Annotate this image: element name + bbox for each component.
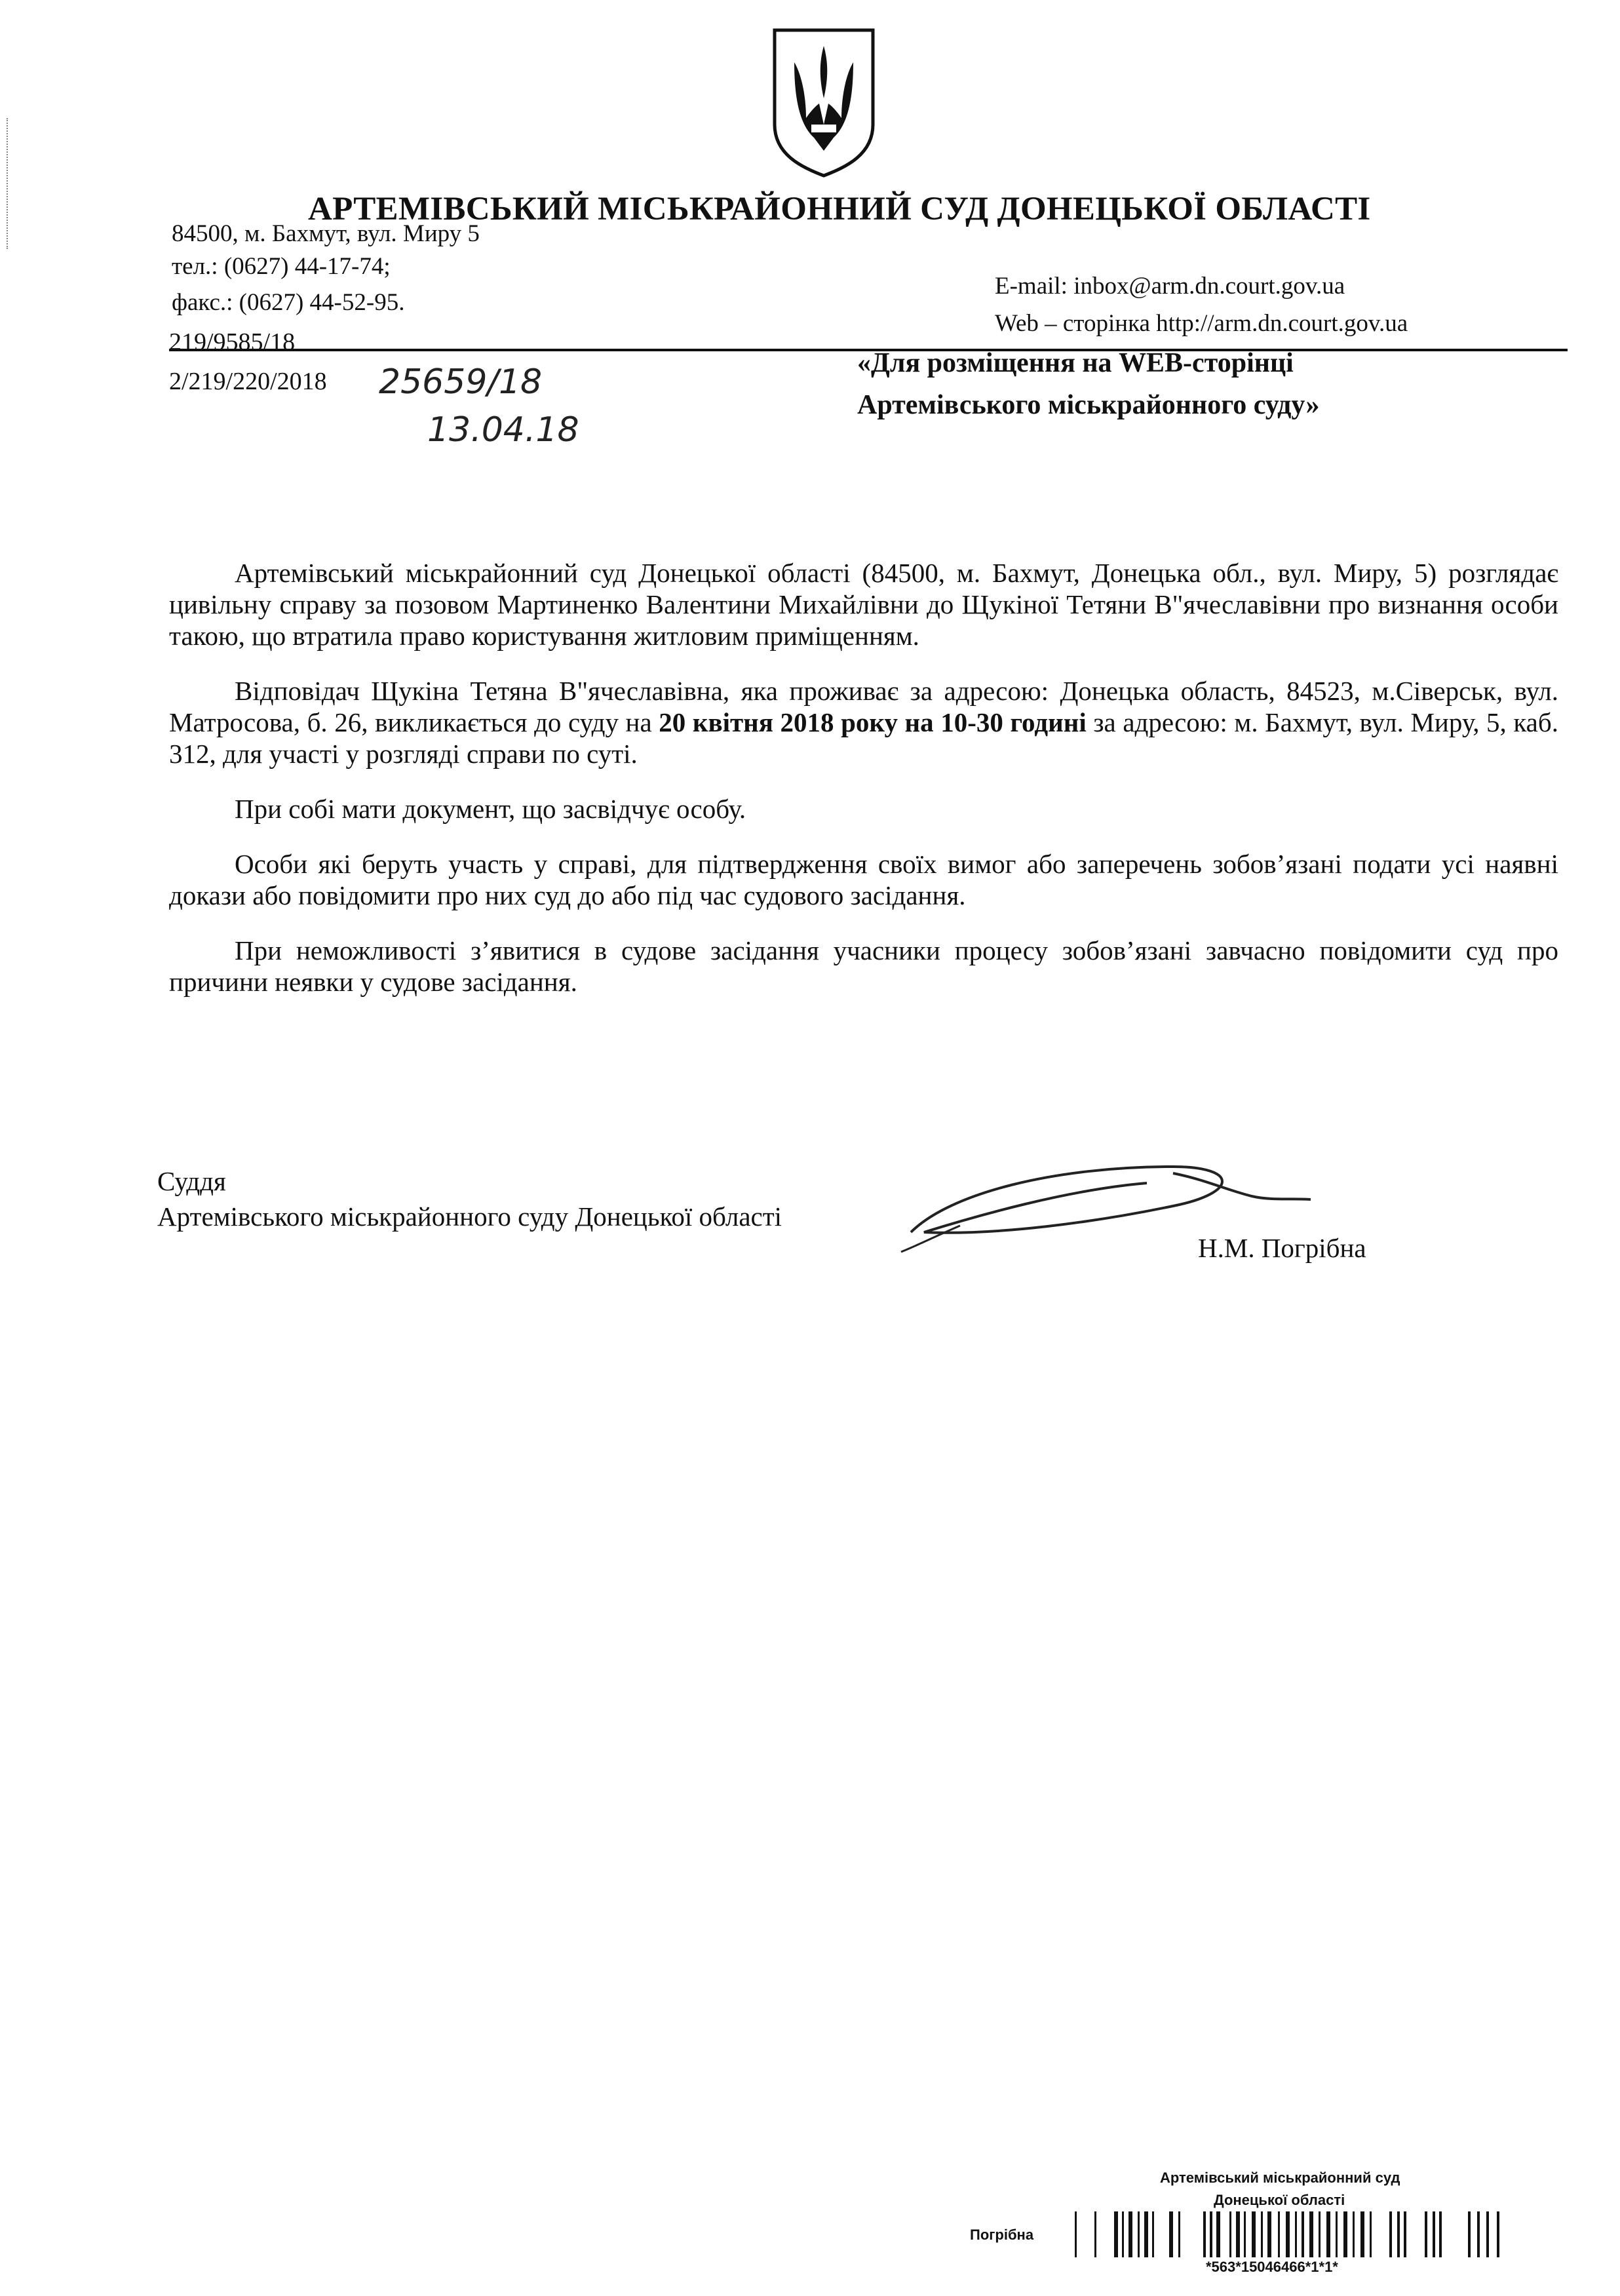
registration-stamp [970, 2163, 1599, 2287]
court-email: E-mail: inbox@arm.dn.court.gov.ua [995, 273, 1345, 300]
scan-edge-mark [7, 118, 12, 249]
stamp-court-name: Артемівський міськрайонний суд [1160, 2170, 1400, 2186]
web-note-line-1: «Для розміщення на WEB-сторінці [857, 348, 1294, 378]
web-note-line-2: Артемівського міськрайонного суду» [857, 390, 1320, 420]
notice-paragraph-evidence: Особи які беруть участь у справі, для підтвердження своїх вимог або заперечень зобов’язані подати усі наявні докази або повідомити про них суд до або під час судового засідання. [169, 849, 1558, 910]
barcode-number: *563*15046466*1*1* [1206, 2259, 1338, 2275]
hearing-date-time: 20 квітня 2018 року на 10-30 годині [659, 707, 1087, 737]
summons-text-start: Відповідач Щукіна Тетяна В"ячеславівна, яка проживає за адресою: Донецька область, 84523, м.Сіверськ, вул. Матросова, б. 26, викликається до суду на [169, 676, 1558, 737]
handwritten-registration-number: 25659/18 [379, 362, 543, 402]
court-fax: факс.: (0627) 44-52-95. [172, 289, 405, 316]
signature-block [157, 1163, 782, 1234]
signer-name: Н.М. Погрібна [1198, 1233, 1366, 1263]
notice-paragraph-absence: При неможливості з’явитися в судове засідання учасники процесу зобов’язані завчасно повідомити суд про причини неявки у судове засідання. [169, 935, 1558, 997]
signer-court: Артемівського міськрайонного суду Донецької області [157, 1201, 782, 1232]
signer-title: Суддя [157, 1166, 226, 1196]
notice-body [169, 557, 1558, 1021]
notice-paragraph-summons [169, 675, 1558, 769]
web-publication-note [857, 342, 1319, 426]
summons-text-end: за адресою: м. Бахмут, вул. Миру, 5, каб. 312, для участі у розгляді справи по суті. [169, 707, 1558, 769]
barcode-icon [1075, 2211, 1533, 2257]
outgoing-number: 2/219/220/2018 [169, 368, 327, 395]
court-name-heading: АРТЕМІВСЬКИЙ МІСЬКРАЙОННИЙ СУД ДОНЕЦЬКОЇ ОБЛАСТІ [308, 191, 1371, 227]
notice-paragraph-case: Артемівський міськрайонний суд Донецької області (84500, м. Бахмут, Донецька обл., вул. Миру, 5) розглядає цивільну справу за позовом Мартиненко Валентини Михайлівни до Щукіної Тетяни В"ячеславівни про визнання особи такою, що втратила право користування житловим приміщенням. [169, 558, 1558, 651]
trident-coat-of-arms-icon [768, 26, 879, 178]
court-website: Web – сторінка http://arm.dn.court.gov.ua [995, 310, 1408, 337]
stamp-region: Донецької області [1214, 2192, 1345, 2208]
court-address: 84500, м. Бахмут, вул. Миру 5 [172, 220, 480, 247]
stamp-judge-name: Погрібна [970, 2227, 1034, 2243]
handwritten-registration-date: 13.04.18 [427, 410, 579, 450]
case-number: 219/9585/18 [169, 328, 296, 356]
notice-paragraph-id: При собі мати документ, що засвідчує особу. [235, 794, 746, 824]
court-phone: тел.: (0627) 44-17-74; [172, 253, 391, 280]
